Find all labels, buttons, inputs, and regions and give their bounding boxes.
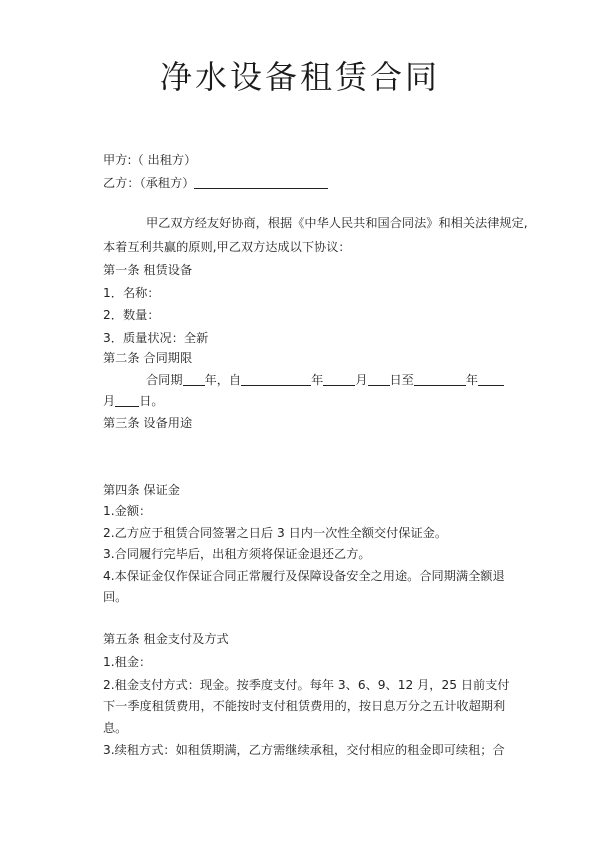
end-month-blank-a [478,373,504,386]
article-2-title: 第二条 合同期限 [103,351,193,365]
article-2-period-line [146,372,504,388]
intro-line-1: 甲乙双方经友好协商，根据《中华人民共和国合同法》和相关法律规定, [146,216,528,230]
period-text-6: 年 [465,373,479,387]
article-5-title: 第五条 租金支付及方式 [103,632,229,646]
article-4-item-3: 3.合同履行完毕后，出租方须将保证金退还乙方。 [103,547,371,561]
period-text-4: 月 [355,373,368,387]
party-b-line [103,175,328,191]
period-text-7: 月 [103,394,116,408]
article-5-item-2: 2.租金支付方式：现金。按季度支付。每年 3、6、9、12 月，25 日前支付 [103,678,510,692]
period-text-2: 年，自 [204,373,242,387]
article-4-item-2: 2.乙方应于租赁合同签署之日后 3 日内一次性全额交付保证金。 [103,526,448,540]
party-a-line: 甲方:（ 出租方） [103,153,197,167]
start-day-blank [368,373,390,386]
article-1-item-3: 3．质量状况：全新 [103,331,209,345]
article-4-item-4: 4.本保证金仅作保证合同正常履行及保障设备安全之用途。合同期满全额退 [103,569,505,583]
party-b-blank [194,176,328,189]
period-text-5: 日至 [389,373,414,387]
period-text-3: 年 [311,373,324,387]
period-text-8: 日。 [139,394,164,408]
article-1-item-1: 1．名称： [103,286,160,300]
article-5-item-2-cont-1: 下一季度租赁费用，不能按时支付租赁费用的，按日息万分之五计收超期利 [103,699,506,713]
document-title: 净水设备租赁合同 [159,58,440,96]
article-4-item-1: 1.金额： [103,504,152,518]
article-5-item-3: 3.续租方式：如租赁期满，乙方需继续承租，交付相应的租金即可续租；合 [103,743,505,757]
start-year-blank [241,373,311,386]
article-4-item-4-cont: 回。 [103,590,128,604]
end-day-blank [115,394,139,407]
article-1-item-2: 2．数量： [103,308,160,322]
start-month-blank [323,373,355,386]
article-5-item-2-cont-2: 息。 [103,721,128,735]
article-1-title: 第一条 租赁设备 [103,263,193,277]
end-year-blank [414,373,466,386]
period-text-1: 合同期 [146,373,183,387]
article-2-period-line-2 [103,393,164,409]
years-blank [183,373,205,386]
article-4-title: 第四条 保证金 [103,483,180,497]
party-b-label: 乙方：（承租方） [103,176,195,190]
intro-line-2: 本着互利共赢的原则,甲乙双方达成以下协议： [103,240,351,254]
article-3-title: 第三条 设备用途 [103,416,193,430]
article-5-item-1: 1.租金： [103,655,152,669]
